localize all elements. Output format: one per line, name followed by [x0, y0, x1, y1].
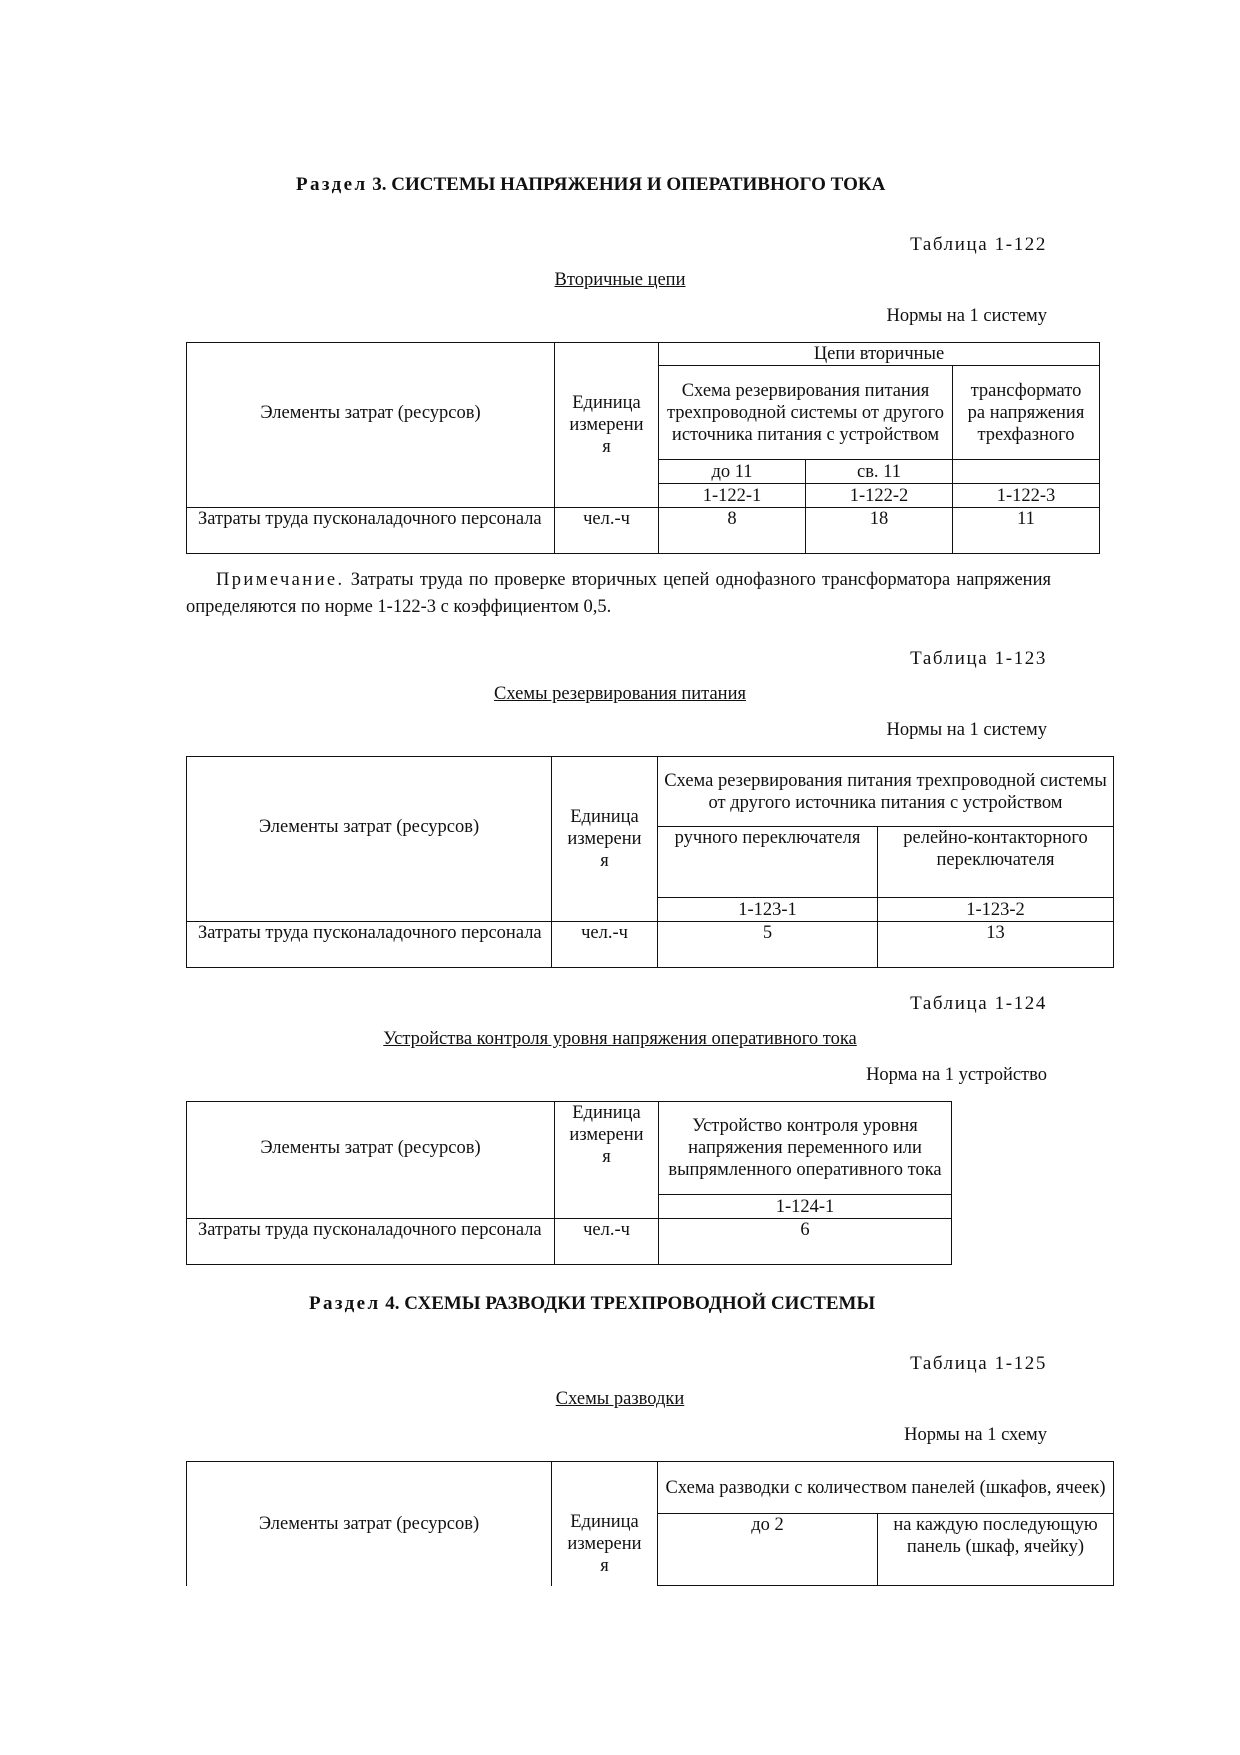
- header-sub-1: до 11: [659, 460, 806, 484]
- table-124-caption: Устройства контроля уровня напряжения оперативного тока: [383, 1029, 857, 1049]
- table-125-norm: Нормы на 1 схему: [904, 1425, 1047, 1445]
- header-col-b-text: трансформатора напряжения трехфазного: [967, 380, 1085, 445]
- row-value-2: 18: [806, 508, 953, 554]
- header-elements: Элементы затрат (ресурсов): [187, 757, 552, 898]
- code-1: 1-124-1: [659, 1195, 952, 1219]
- table-125-number: Таблица 1-125: [910, 1353, 1047, 1374]
- header-group: Схема разводки с количеством панелей (шкафов, ячеек): [658, 1462, 1114, 1514]
- header-col-b: на каждую последующую панель (шкаф, ячейку): [878, 1514, 1114, 1586]
- table-124-norm: Норма на 1 устройство: [866, 1065, 1047, 1085]
- header-unit: [555, 343, 659, 508]
- section-3-heading: [296, 174, 885, 197]
- row-unit: чел.-ч: [552, 922, 658, 968]
- header-elements-cont: [187, 484, 555, 508]
- header-sub-empty: [953, 460, 1100, 484]
- header-unit-text: Единица измерения: [569, 393, 644, 457]
- header-col-b: релейно-контакторного переключателя: [878, 827, 1114, 898]
- header-col-a: Схема резервирования питания трехпроводной системы от другого источника питания с устройством: [659, 366, 953, 460]
- header-col-b: [953, 366, 1100, 460]
- header-elements-cont: [187, 1195, 555, 1219]
- code-1: 1-123-1: [658, 898, 878, 922]
- table-122: [186, 342, 1100, 554]
- section-4-label: Раздел: [309, 1293, 381, 1314]
- header-col-a: до 2: [658, 1514, 878, 1586]
- header-unit: [552, 1462, 658, 1586]
- header-elements: Элементы затрат (ресурсов): [187, 1462, 552, 1586]
- table-122-norm: Нормы на 1 систему: [886, 306, 1047, 326]
- header-group: Схема резервирования питания трехпроводной системы от другого источника питания с устройством: [658, 757, 1114, 827]
- header-unit: [555, 1102, 659, 1219]
- row-value-3: 11: [953, 508, 1100, 554]
- table-124-number: Таблица 1-124: [910, 993, 1047, 1014]
- header-group: Цепи вторичные: [659, 343, 1100, 366]
- header-unit: [552, 757, 658, 922]
- table-125: [186, 1461, 1114, 1586]
- section-3-title: 3. СИСТЕМЫ НАПРЯЖЕНИЯ И ОПЕРАТИВНОГО ТОКА: [372, 174, 886, 195]
- table-122-note: [186, 567, 1051, 621]
- header-unit-text: Единица измерения: [567, 1511, 642, 1576]
- header-col-a: ручного переключателя: [658, 827, 878, 898]
- row-unit: чел.-ч: [555, 1219, 659, 1265]
- code-2: 1-122-2: [806, 484, 953, 508]
- table-125-caption: Схемы разводки: [555, 1389, 685, 1409]
- header-elements: Элементы затрат (ресурсов): [187, 1102, 555, 1195]
- code-3: 1-122-3: [953, 484, 1100, 508]
- code-2: 1-123-2: [878, 898, 1114, 922]
- code-1: 1-122-1: [659, 484, 806, 508]
- table-124: [186, 1101, 952, 1265]
- row-value-1: 5: [658, 922, 878, 968]
- row-unit: чел.-ч: [555, 508, 659, 554]
- table-123: [186, 756, 1114, 968]
- row-label: Затраты труда пусконаладочного персонала: [187, 922, 552, 968]
- table-123-norm: Нормы на 1 систему: [886, 720, 1047, 740]
- row-label: Затраты труда пусконаладочного персонала: [187, 508, 555, 554]
- header-sub-2: св. 11: [806, 460, 953, 484]
- table-123-caption: Схемы резервирования питания: [494, 684, 746, 704]
- note-label: Примечание.: [216, 570, 345, 590]
- table-122-number: Таблица 1-122: [910, 234, 1047, 255]
- header-elements-cont: [187, 898, 552, 922]
- table-123-number: Таблица 1-123: [910, 648, 1047, 669]
- section-3-label: Раздел: [296, 174, 368, 195]
- row-value-1: 6: [659, 1219, 952, 1265]
- header-elements: Элементы затрат (ресурсов): [187, 343, 555, 484]
- note-text: Затраты труда по проверке вторичных цепей однофазного трансформатора напряжения определяются по норме 1-122-3 с коэффициентом 0,5.: [186, 570, 1051, 617]
- row-value-1: 8: [659, 508, 806, 554]
- row-value-2: 13: [878, 922, 1114, 968]
- section-4-heading: [309, 1293, 875, 1316]
- table-122-caption: Вторичные цепи: [554, 270, 686, 290]
- row-label: Затраты труда пусконаладочного персонала: [187, 1219, 555, 1265]
- section-4-title: 4. СХЕМЫ РАЗВОДКИ ТРЕХПРОВОДНОЙ СИСТЕМЫ: [385, 1293, 876, 1314]
- header-col-a: Устройство контроля уровня напряжения переменного или выпрямленного оперативного тока: [659, 1102, 952, 1195]
- header-unit-text: Единица измерения: [567, 807, 642, 871]
- header-unit-text: Единица измерения: [569, 1103, 644, 1167]
